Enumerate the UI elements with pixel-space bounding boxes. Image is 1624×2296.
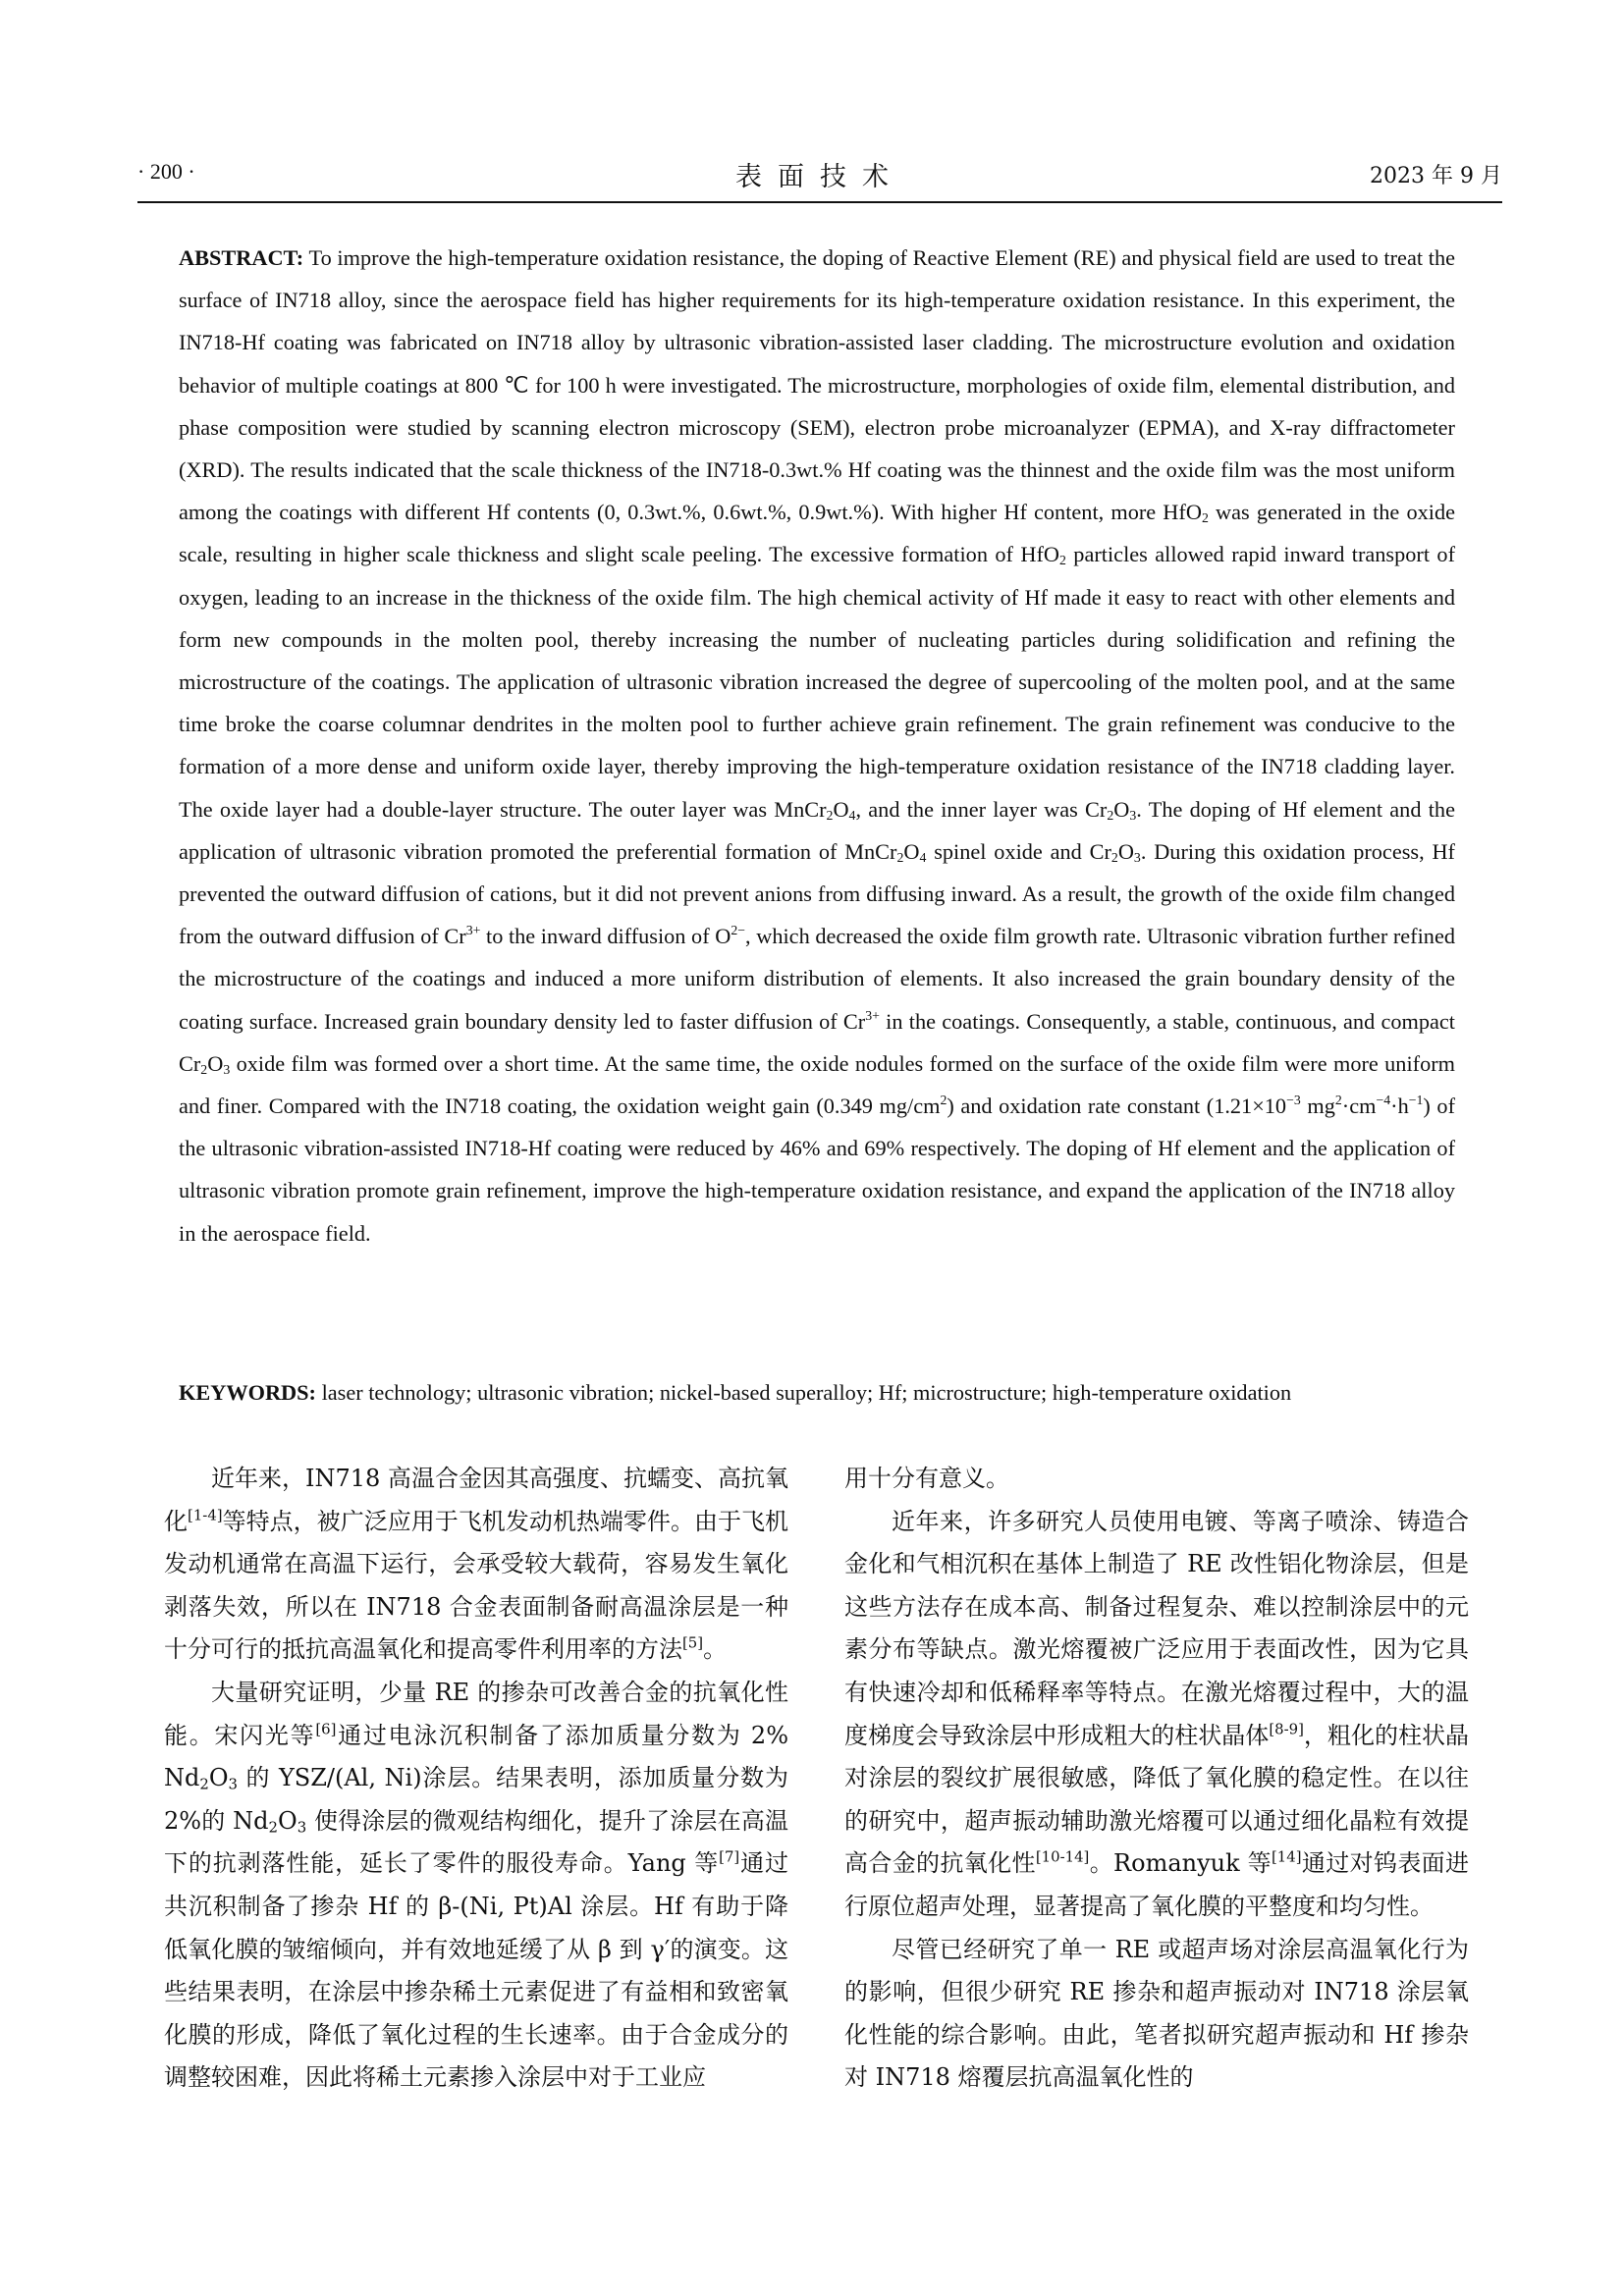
citation: [5] <box>682 1633 704 1652</box>
subscript: 4 <box>848 807 856 823</box>
citation: [14] <box>1272 1847 1302 1866</box>
body-column-right <box>844 1458 1469 2100</box>
running-header <box>137 155 1502 194</box>
body-text: 的 YSZ/(Al, Ni)涂层。结果表明，添加质量分数为 2%的 Nd <box>164 1764 788 1835</box>
body-text: 。 <box>703 1635 728 1664</box>
body-text: 通过共沉积制备了掺杂 Hf 的 β-(Ni, Pt)Al 涂层。Hf 有助于降低氧化膜的皱缩倾向，并有效地延缓了从 β 到 γ′的演变。这些结果表明，在涂层中掺杂稀土元素促进了有益相和致密氧化膜的形成，降低了氧化过程的生长速率。由于合金成分的调整较困难，因此将稀土元素掺入涂层中对于工业应 <box>164 1849 788 2092</box>
keywords-text: laser technology; ultrasonic vibration; nickel-based superalloy; Hf; microstructure; high-temperature oxidation <box>316 1380 1292 1405</box>
abstract-text: O <box>903 838 920 864</box>
journal-title: 表面技术 <box>735 162 904 192</box>
subscript: 2 <box>199 1775 209 1793</box>
subscript: 2 <box>896 849 904 865</box>
abstract-text: was generated in the oxide scale, resulting in higher scale thickness and slight scale peeling. The excessive formation of HfO <box>179 500 1456 567</box>
body-text: O <box>208 1764 229 1792</box>
body-text: 近年来，许多研究人员使用电镀、等离子喷涂、铸造合金化和气相沉积在基体上制造了 RE 改性铝化物涂层，但是这些方法存在成本高、制备过程复杂、难以控制涂层中的元素分布等缺点。激光熔覆被广泛应用于表面改性，因为它具有快速冷却和低稀释率等特点。在激光熔覆过程中，大的温度梯度会导致涂层中形成粗大的柱状晶体 <box>844 1507 1469 1749</box>
abstract-text: , and the inner layer was Cr <box>855 796 1108 822</box>
body-text: 使得涂层的微观结构细化，提升了涂层在高温下的抗剥落性能，延长了零件的服役寿命。Yang 等 <box>164 1806 788 1878</box>
body-column-left <box>164 1458 788 2100</box>
subscript: 2 <box>1110 849 1118 865</box>
citation: [7] <box>719 1847 740 1866</box>
abstract-text: oxide film was formed over a short time. At the same time, the oxide nodules formed on the surface of the oxide film were more uniform and finer. Compared with the IN718 coating, the oxidation weight gain (0.349 mg/cm <box>179 1050 1455 1119</box>
superscript: −4 <box>1376 1093 1391 1108</box>
subscript: 2 <box>1201 510 1209 526</box>
abstract-text: . The doping of Hf element and the application of ultrasonic vibration promoted the preferential formation of MnCr <box>179 796 1455 864</box>
page-number: · 200 · <box>137 159 195 184</box>
subscript: 4 <box>919 849 927 865</box>
superscript: 3+ <box>865 1007 880 1023</box>
subscript: 2 <box>268 1818 279 1837</box>
abstract-text: ·cm <box>1341 1094 1377 1119</box>
body-text: 等特点，被广泛应用于飞机发动机热端零件。由于飞机发动机通常在高温下运行，会承受较大载荷，容易发生氧化剥落失效，所以在 IN718 合金表面制备耐高温涂层是一种十分可行的抵抗高温氧化和提高零件利用率的方法 <box>164 1507 789 1664</box>
abstract-text: in the coatings. Consequently, a stable, continuous, and compact Cr <box>179 1008 1455 1076</box>
body-paragraph <box>844 1501 1469 1929</box>
body-text: 近年来，IN718 高温合金因其高强度、抗蠕变、高抗氧化 <box>164 1465 788 1535</box>
superscript: −1 <box>1408 1093 1424 1108</box>
abstract-text: O <box>833 796 849 822</box>
citation: [1-4] <box>188 1505 223 1523</box>
abstract-text: O <box>207 1050 224 1076</box>
keywords-label: KEYWORDS: <box>179 1380 316 1405</box>
subscript: 2 <box>1059 553 1066 568</box>
abstract-text: . During this oxidation process, Hf prevented the outward diffusion of cations, but it did not prevent anions from diffusing inward. As a result, the growth of the oxide film changed from the outward diffusion of Cr <box>179 838 1455 949</box>
abstract <box>179 237 1455 1255</box>
body-paragraph-continued: 用十分有意义。 <box>844 1465 1009 1492</box>
abstract-text: ) of the ultrasonic vibration-assisted IN718-Hf coating were reduced by 46% and 69% respectively. The doping of Hf element and the application of ultrasonic vibration promote grain refinement, improve the high-temperature oxidation resistance, and expand the application of the IN718 alloy in the aerospace field. <box>179 1094 1455 1246</box>
body-paragraph <box>164 1672 788 2100</box>
superscript: 2 <box>1334 1093 1342 1108</box>
keywords <box>179 1371 1475 1414</box>
abstract-text: mg <box>1300 1094 1335 1119</box>
abstract-label: ABSTRACT: <box>179 245 304 270</box>
abstract-text: particles allowed rapid inward transport of oxygen, leading to an increase in the thickness of the oxide film. The high chemical activity of Hf made it easy to react with other elements and form new compounds in the molten pool, thereby increasing the number of nucleating particles during solidification and refining the microstructure of the coatings. The application of ultrasonic vibration increased the degree of supercooling of the molten pool, and at the same time broke the coarse columnar dendrites in the molten pool to further achieve grain refinement. The grain refinement was conducive to the formation of a more dense and uniform oxide layer, thereby improving the high-temperature oxidation resistance of the IN718 cladding layer. The oxide layer had a double-layer structure. The outer layer was MnCr <box>179 542 1455 822</box>
body-text: O <box>278 1806 298 1835</box>
abstract-text: ·h <box>1390 1094 1409 1119</box>
body-text: 通过电泳沉积制备了添加质量分数为 2% Nd <box>164 1721 789 1792</box>
subscript: 2 <box>826 807 834 823</box>
abstract-text: O <box>1113 796 1130 822</box>
body-paragraph <box>164 1458 788 1672</box>
abstract-text: ) and oxidation rate constant (1.21×10 <box>947 1094 1287 1119</box>
subscript: 2 <box>1107 807 1114 823</box>
abstract-text: to the inward diffusion of O <box>480 924 731 949</box>
subscript: 3 <box>228 1775 238 1793</box>
subscript: 3 <box>1129 807 1137 823</box>
citation: [8-9] <box>1269 1719 1304 1737</box>
citation: [10-14] <box>1035 1847 1090 1866</box>
superscript: 2− <box>731 923 746 938</box>
abstract-text: spinel oxide and Cr <box>926 838 1111 864</box>
body-text: 大量研究证明，少量 RE 的掺杂可改善合金的抗氧化性能。宋闪光等 <box>164 1678 788 1749</box>
abstract-text: O <box>1117 838 1134 864</box>
subscript: 2 <box>200 1061 208 1077</box>
citation: [6] <box>315 1719 337 1737</box>
superscript: −3 <box>1286 1093 1301 1108</box>
body-text: 。Romanyuk 等 <box>1089 1849 1272 1878</box>
header-rule <box>137 201 1502 203</box>
body-text: ，粗化的柱状晶对涂层的裂纹扩展很敏感，降低了氧化膜的稳定性。在以往的研究中，超声振动辅助激光熔覆可以通过细化晶粒有效提高合金的抗氧化性 <box>844 1721 1470 1878</box>
superscript: 2 <box>940 1093 947 1108</box>
body-paragraph: 尽管已经研究了单一 RE 或超声场对涂层高温氧化行为的影响，但很少研究 RE 掺杂和超声振动对 IN718 涂层氧化性能的综合影响。由此，笔者拟研究超声振动和 Hf 掺杂对 IN718 熔覆层抗高温氧化性的 <box>844 1935 1469 2092</box>
body-text: 通过对钨表面进行原位超声处理，显著提高了氧化膜的平整度和均匀性。 <box>844 1849 1470 1920</box>
superscript: 3+ <box>465 923 481 938</box>
issue-date: 2023 年 9 月 <box>1370 164 1502 188</box>
abstract-text: To improve the high-temperature oxidation resistance, the doping of Reactive Element (RE) and physical field are used to treat the surface of IN718 alloy, since the aerospace field has higher requirements for its high-temperature oxidation resistance. In this experiment, the IN718-Hf coating was fabricated on IN718 alloy by ultrasonic vibration-assisted laser cladding. The microstructure evolution and oxidation behavior of multiple coatings at 800 ℃ for 100 h were investigated. The microstructure, morphologies of oxide film, elemental distribution, and phase composition were studied by scanning electron microscopy (SEM), electron probe microanalyzer (EPMA), and X-ray diffractometer (XRD). The results indicated that the scale thickness of the IN718-0.3wt.% Hf coating was the thinnest and the oxide film was the most uniform among the coatings with different Hf contents (0, 0.3wt.%, 0.6wt.%, 0.9wt.%). With higher Hf content, more HfO <box>179 245 1455 525</box>
abstract-text: , which decreased the oxide film growth rate. Ultrasonic vibration further refined the microstructure of the coatings and induced a more uniform distribution of elements. It also increased the grain boundary density of the coating surface. Increased grain boundary density led to faster diffusion of Cr <box>179 924 1455 1034</box>
subscript: 3 <box>297 1818 307 1837</box>
subscript: 3 <box>223 1061 231 1077</box>
subscript: 3 <box>1133 849 1141 865</box>
